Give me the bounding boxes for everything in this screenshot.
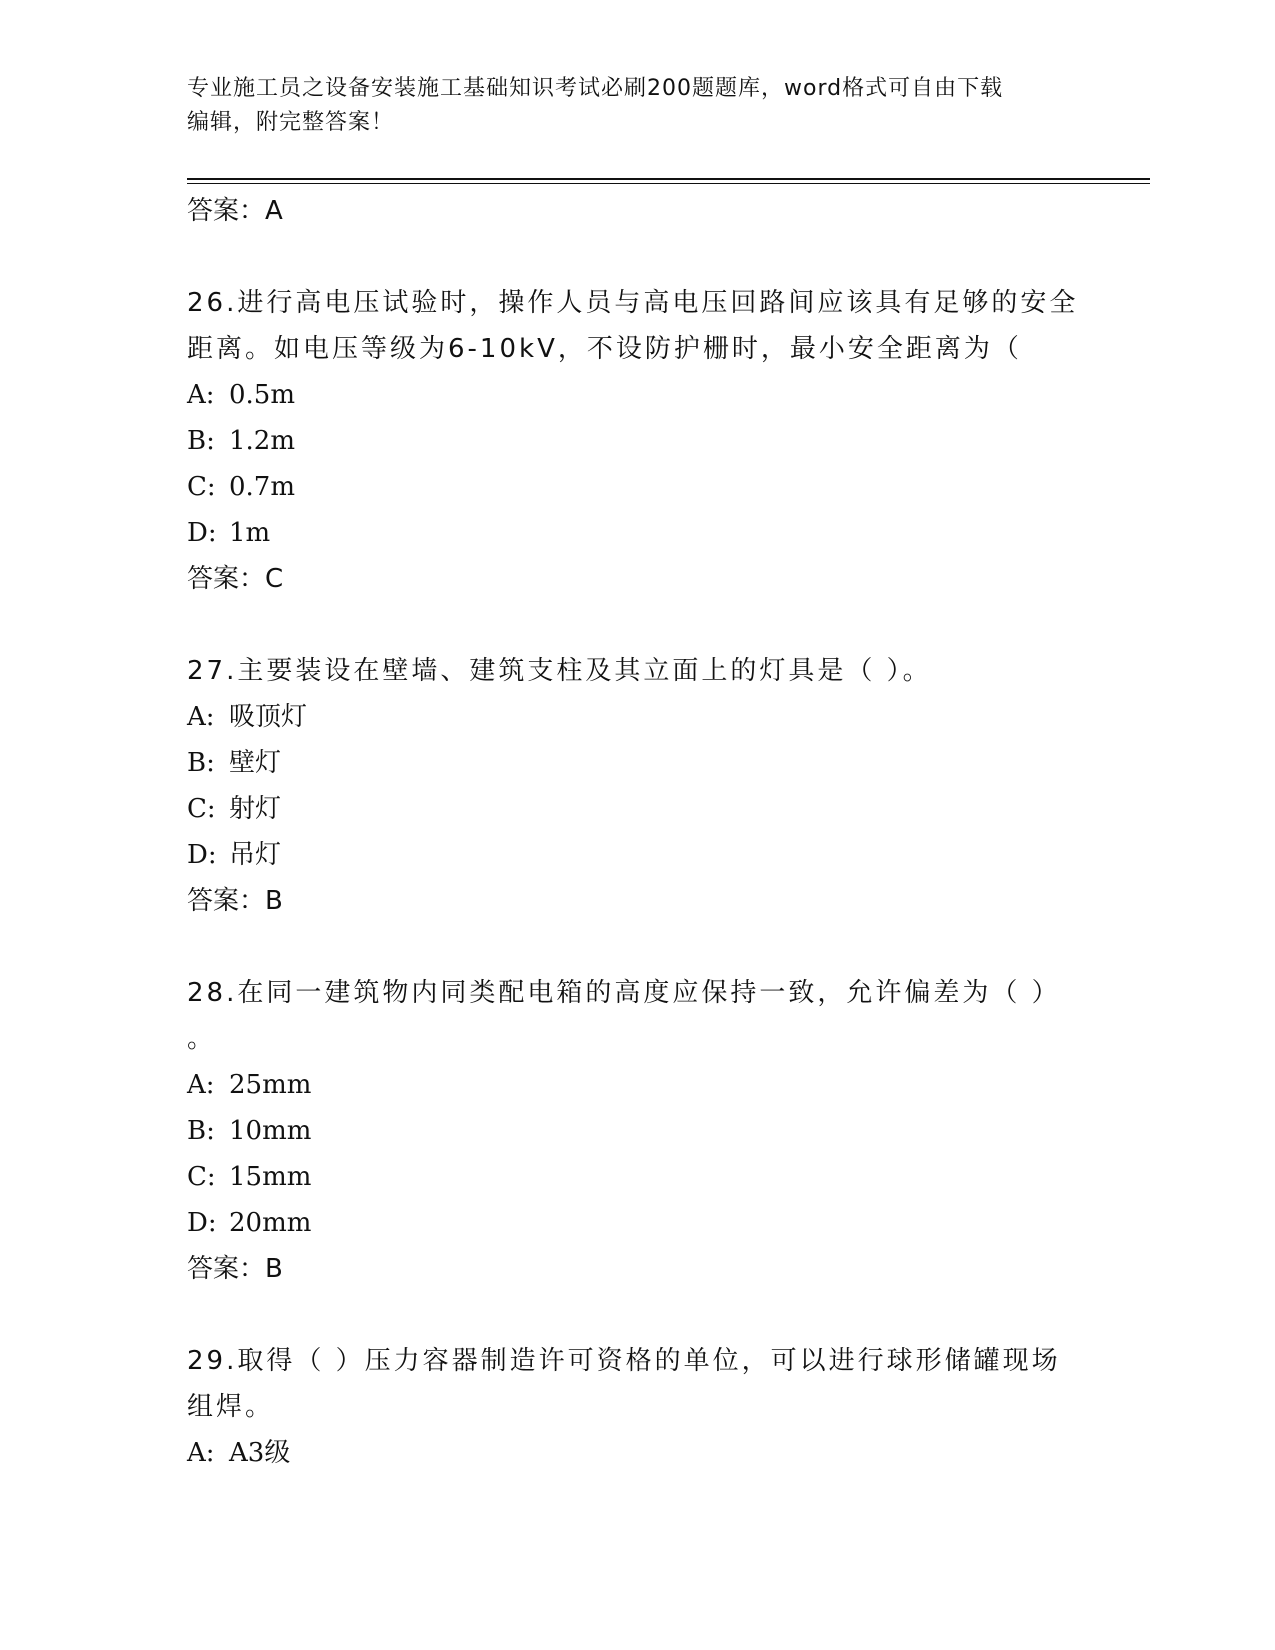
question-line: 距离。如电压等级为6-10kV，不设防护栅时，最小安全距离为（ bbox=[187, 334, 1022, 364]
option-letter: A: bbox=[187, 1438, 215, 1468]
option-letter: A: bbox=[187, 702, 215, 732]
option-text: 20mm bbox=[229, 1208, 312, 1238]
option-text: 15mm bbox=[229, 1162, 312, 1192]
page-header bbox=[187, 72, 1087, 140]
header-divider bbox=[187, 178, 1150, 184]
option-b bbox=[187, 740, 1087, 786]
option-c bbox=[187, 464, 1087, 510]
option-text: A3级 bbox=[229, 1438, 291, 1468]
option-a bbox=[187, 372, 1087, 418]
header-line-2: 编辑，附完整答案！ bbox=[187, 110, 395, 135]
question-28 bbox=[187, 970, 1087, 1062]
option-text: 10mm bbox=[229, 1116, 312, 1146]
option-text: 吸顶灯 bbox=[229, 702, 308, 732]
option-text: 1.2m bbox=[229, 426, 296, 456]
option-letter: B: bbox=[187, 748, 215, 778]
content bbox=[187, 188, 1087, 1476]
option-text: 射灯 bbox=[229, 794, 282, 824]
option-letter: C: bbox=[187, 794, 216, 824]
question-line: 。 bbox=[187, 1024, 217, 1054]
option-text: 25mm bbox=[229, 1070, 312, 1100]
option-d bbox=[187, 1200, 1087, 1246]
question-26 bbox=[187, 280, 1087, 372]
option-text: 壁灯 bbox=[229, 748, 282, 778]
question-line: 27.主要装设在壁墙、建筑支柱及其立面上的灯具是（ ）。 bbox=[187, 656, 932, 686]
option-text: 0.7m bbox=[229, 472, 296, 502]
option-letter: D: bbox=[187, 1208, 217, 1238]
answer-line: 答案：A bbox=[187, 196, 283, 226]
option-letter: D: bbox=[187, 840, 217, 870]
option-a bbox=[187, 694, 1087, 740]
question-29 bbox=[187, 1338, 1087, 1430]
option-letter: C: bbox=[187, 1162, 216, 1192]
option-b bbox=[187, 418, 1087, 464]
option-letter: A: bbox=[187, 1070, 215, 1100]
option-a bbox=[187, 1062, 1087, 1108]
question-line: 组焊。 bbox=[187, 1392, 275, 1422]
option-b bbox=[187, 1108, 1087, 1154]
option-letter: C: bbox=[187, 472, 216, 502]
header-line-1: 专业施工员之设备安装施工基础知识考试必刷200题题库，word格式可自由下载 bbox=[187, 76, 1004, 101]
question-line: 29.取得（ ）压力容器制造许可资格的单位，可以进行球形储罐现场 bbox=[187, 1346, 1061, 1376]
option-text: 1m bbox=[229, 518, 271, 548]
question-27 bbox=[187, 648, 1087, 694]
option-a bbox=[187, 1430, 1087, 1476]
option-letter: A: bbox=[187, 380, 215, 410]
option-c bbox=[187, 1154, 1087, 1200]
option-text: 0.5m bbox=[229, 380, 296, 410]
option-d bbox=[187, 832, 1087, 878]
answer-line: 答案：B bbox=[187, 886, 283, 916]
option-letter: D: bbox=[187, 518, 217, 548]
option-d bbox=[187, 510, 1087, 556]
question-line: 26.进行高电压试验时，操作人员与高电压回路间应该具有足够的安全 bbox=[187, 288, 1079, 318]
question-line: 28.在同一建筑物内同类配电箱的高度应保持一致，允许偏差为（ ） bbox=[187, 978, 1061, 1008]
answer-line: 答案：C bbox=[187, 564, 284, 594]
answer-line: 答案：B bbox=[187, 1254, 283, 1284]
option-letter: B: bbox=[187, 1116, 215, 1146]
option-letter: B: bbox=[187, 426, 215, 456]
option-text: 吊灯 bbox=[229, 840, 282, 870]
option-c bbox=[187, 786, 1087, 832]
